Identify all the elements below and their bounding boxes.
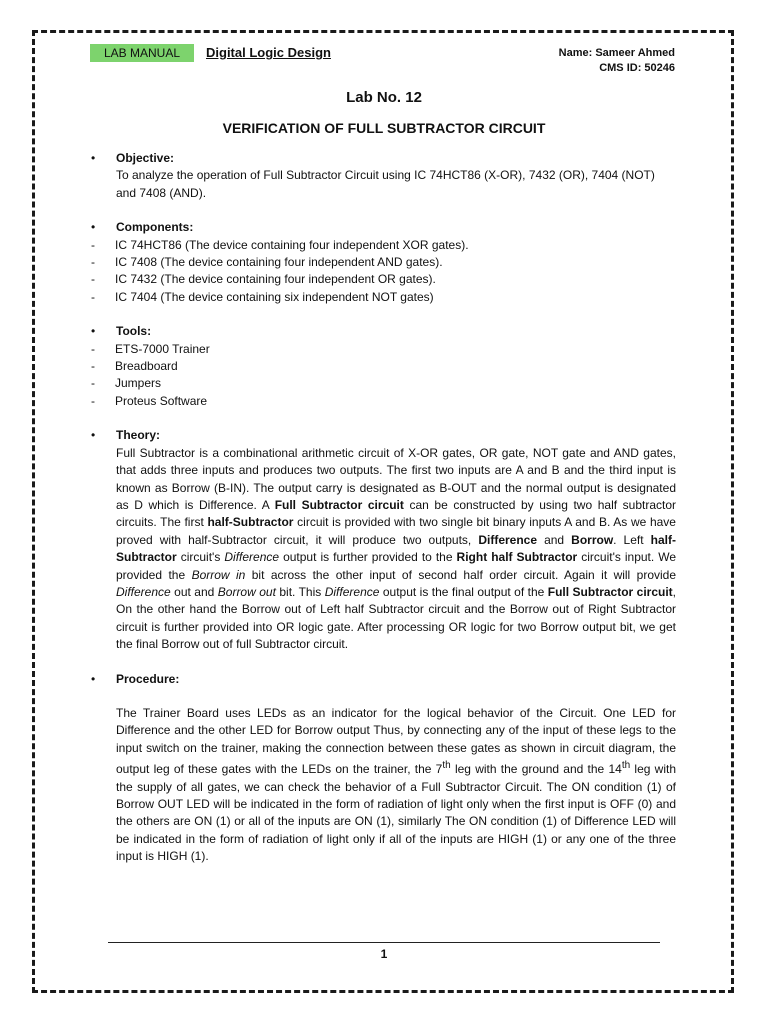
lab-manual-badge: LAB MANUAL (90, 44, 194, 62)
lab-number: Lab No. 12 (346, 89, 422, 106)
procedure-paragraph: The Trainer Board uses LEDs as an indicator for the logical behavior of the Circuit. One LED for Difference and the other LED for Borrow output Thus, by connecting any of the input of these legs to the input switch on the trainer, making the connection between these gates as shown in circuit diagram, the output leg of these gates with the LEDs on the trainer, the 7th leg with the ground and the 14th leg with the supply of all gates, we can check the behavior of a Full Subtractor Circuit. The ON condition (1) of Borrow OUT LED will be indicated in the form of radiation of light only when the first input is OFF (0) and the others are ON (1) or all of the inputs are ON (1), similarly The ON condition (1) of Difference LED will be indicated in the form of radiation of light only if all of the inputs are HIGH (1) or any one of the three input is HIGH (1). (116, 705, 677, 864)
list-item: - IC 7404 (The device containing six independent NOT gates) (91, 289, 434, 304)
objective-section (91, 150, 676, 202)
theory-paragraph: Full Subtractor is a combinational arithmetic circuit of X-OR gates, OR gate, NOT gate and AND gates, that adds three inputs and produces two outputs. The first two inputs are A and B and the third input is known as Borrow (B-IN). The output carry is designated as B-OUT and the normal output is designated as D which is Difference. A Full Subtractor circuit can be constructed by using two half subtractor circuits. The first half-Subtractor circuit is provided with two single bit binary inputs A and B. As we have proved with half-Subtractor circuit, it will produce two outputs, Difference and Borrow. Left half-Subtractor circuit's Difference output is further provided to the Right half Subtractor circuit's input. We provided the Borrow in bit across the other input of second half order circuit. Again it will provide Difference out and Borrow out bit. This Difference output is the final output of the Full Subtractor circuit, On the other hand the Borrow out of Left half Subtractor circuit and the Borrow out of Right Subtractor circuit is further provided into OR logic gate. After processing OR logic for two Borrow output bit, we get the final Borrow out of full Subtractor circuit. (116, 445, 677, 652)
procedure-heading: Procedure: (116, 671, 180, 686)
document-body (91, 150, 676, 883)
list-item: - Proteus Software (91, 393, 208, 408)
components-heading: Components: (116, 220, 194, 235)
bullet-icon: • (91, 324, 96, 339)
list-item: - IC 7432 (The device containing four independent OR gates). (91, 272, 436, 287)
footer-divider (108, 942, 660, 943)
tools-list (91, 341, 676, 411)
page-title: VERIFICATION OF FULL SUBTRACTOR CIRCUIT (222, 120, 546, 136)
objective-text: To analyze the operation of Full Subtractor Circuit using IC 74HCT86 (X-OR), 7432 (OR), 7404 (NOT) and 7408 (AND). (116, 168, 655, 200)
objective-heading: Objective: (116, 151, 175, 165)
list-item: - Breadboard (91, 359, 178, 374)
bullet-icon: • (91, 220, 96, 235)
list-item: - IC 7408 (The device containing four independent AND gates). (91, 255, 443, 270)
bullet-icon: • (91, 428, 96, 443)
bullet-icon: • (91, 671, 96, 686)
bullet-icon: • (91, 151, 96, 165)
components-section (91, 219, 676, 306)
theory-section (91, 427, 676, 653)
page-number: 1 (380, 947, 388, 961)
procedure-section (91, 671, 676, 866)
tools-heading: Tools: (116, 324, 152, 339)
list-item: - IC 74HCT86 (The device containing four independent XOR gates). (91, 237, 469, 252)
subject-title: Digital Logic Design (206, 45, 331, 60)
theory-heading: Theory: (116, 428, 161, 443)
tools-section (91, 323, 676, 410)
list-item: - ETS-7000 Trainer (91, 341, 210, 356)
cms-id: CMS ID: 50246 (599, 62, 675, 74)
student-name: Name: Sameer Ahmed (558, 47, 675, 59)
list-item: - Jumpers (91, 376, 162, 391)
components-list (91, 237, 676, 307)
